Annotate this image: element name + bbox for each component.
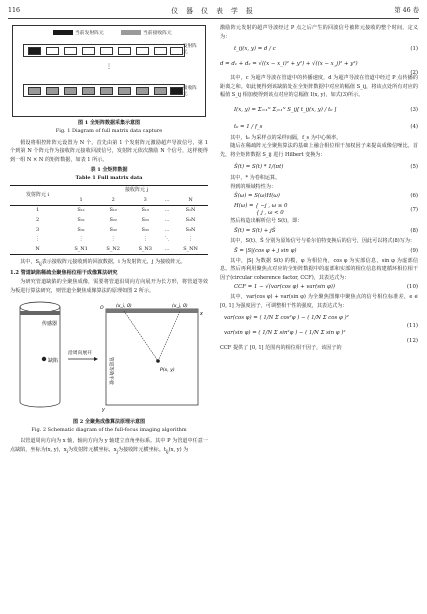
- legend-receive-label: 当前接收阵元: [143, 31, 172, 36]
- plate-label: 管道等效平板: [108, 357, 113, 386]
- table-cell: S₂N: [185, 216, 196, 223]
- equation-body: var(cos φ) = ( 1/N Σ cos²φ ) − ( 1/N Σ cos φ )²: [224, 315, 349, 322]
- defect-marker: [42, 357, 46, 361]
- paragraph: 假设将相控阵阵元设置为 N 个，首先由第 1 个发射阵元激励超声导波信号，第 1 个到第 N 个阵元作为接收阵元接收回波信号，发射阵元依次激励 N 个信号，这样便得到一组 N × N 的矩阵数据，如表 1 所示。: [10, 139, 208, 163]
- equation-number: (6): [410, 193, 418, 200]
- array-element: [82, 87, 95, 95]
- table-cell: ⋮: [110, 236, 116, 243]
- equation-10: [220, 282, 418, 293]
- table-cell: 3: [35, 226, 40, 233]
- table-cell: …: [164, 216, 170, 223]
- equation-number: (5): [410, 164, 418, 171]
- equation-number: (12): [406, 338, 418, 345]
- equation-body: d = d₁ + d₂ = √((x − x_i)² + y²) + √((x − x_j)² + y²): [220, 61, 358, 68]
- table-cell: S_N3: [129, 244, 161, 254]
- text-run: 为接收阵元横坐标。t: [118, 446, 166, 453]
- table-cell: S₁N: [185, 207, 196, 214]
- array-element: [28, 47, 41, 55]
- array-element: [118, 87, 131, 95]
- table-cell: …: [161, 244, 173, 254]
- array-element: [46, 87, 59, 95]
- equation-number: (4): [410, 123, 418, 130]
- equation-body: CCF = 1 − √(var(cos φ) + var(sin φ)): [234, 284, 335, 291]
- equation-number: (2): [410, 70, 418, 77]
- figure-2-caption-cn: 图 2 全聚焦成像算法原理示意图: [73, 419, 145, 426]
- paragraph: 其中，* 为卷积运算。: [230, 175, 281, 182]
- equivalent-plate: [106, 309, 198, 405]
- text-run: 表示接收阵元接收到的回波数据，i 为发射阵元，j 为接收阵元。: [41, 258, 186, 265]
- equation-12: [220, 325, 418, 345]
- defect-label: 缺陷: [48, 358, 59, 365]
- equation-4: [220, 119, 418, 134]
- legend-receive: [121, 30, 172, 38]
- equation-number: (3): [410, 106, 418, 113]
- equation-6: [220, 191, 418, 202]
- subscript: j: [116, 449, 118, 455]
- table-col-label: 1: [65, 195, 97, 205]
- table-col-label: N: [173, 195, 208, 205]
- equation-body: { j , ω < 0: [256, 210, 284, 217]
- table-cell: S₃₁: [77, 226, 85, 233]
- paragraph: 激励阵元发射的超声导波经过 P 点之后产生的回波信号被阵元接收的整个时间，定义为：: [220, 25, 418, 40]
- sensor-label: 传感器: [42, 321, 58, 328]
- figure-2-diagram: [10, 297, 208, 417]
- array-element: [170, 87, 183, 95]
- paragraph: 其中，c 为超声导波在管道中的传播速度，d 为超声导波在管道中经过 P 点传播的距离之和。如此便得到该缺陷处在全矩阵数据中对应的幅值 S_ij，将该点处所有对应的幅值 S_ij 相加便得到该点对应的总幅值 I(x, y)，如式(3)所示。: [220, 75, 418, 99]
- table-row: [10, 225, 208, 235]
- equation-9: [220, 246, 418, 257]
- arrow-head-icon: [94, 357, 98, 361]
- figure-2-caption-en: Fig. 2 Schematic diagram of the full-focus imaging algorithm: [31, 427, 187, 434]
- table-cell: N: [10, 244, 65, 254]
- figure-2-svg: [10, 297, 208, 417]
- array-row-receive: [23, 84, 185, 97]
- table-cell: S₁₁: [77, 207, 85, 214]
- table-row: [10, 244, 208, 254]
- table-cell: 2: [35, 216, 40, 223]
- volume-label: 第 46 卷: [394, 7, 419, 14]
- equation-number: (1): [410, 46, 418, 53]
- table-1-title-en: Table 1 Full matrix data: [75, 174, 143, 181]
- text-run: (x, y) 为: [168, 446, 189, 453]
- array-element: [100, 47, 113, 55]
- table-col-label: …: [161, 195, 173, 205]
- running-header: [8, 4, 419, 19]
- subscript: ij: [165, 449, 169, 455]
- equation-body: S̄(t) = S(t) + jŜ: [234, 228, 276, 235]
- table-cell: S₃₂: [109, 226, 117, 233]
- ellipsis-vertical: ⋮: [106, 63, 112, 70]
- table-cell: ⋱: [164, 236, 170, 243]
- equation-3: [220, 100, 418, 119]
- right-column: [220, 24, 418, 353]
- equation-8: [220, 226, 418, 237]
- equation-number: (9): [410, 247, 418, 254]
- table-cell: S₂₁: [77, 216, 85, 223]
- table-cell: ⋮: [188, 236, 194, 243]
- left-column: [10, 24, 208, 456]
- figure-1-caption-en: Fig. 1 Diagram of full matrix data capture: [55, 127, 163, 134]
- array-element: [136, 87, 149, 95]
- paragraph: [10, 437, 208, 456]
- paragraph: 随后在稀疏阵元全聚焦算法的基础上融合相位相干加权因子来提高成像信噪比。首先，将全矩阵数据 S_ij 进行 Hilbert 变换为：: [220, 143, 418, 158]
- subscript: i: [66, 449, 68, 455]
- equation-5: [220, 159, 418, 174]
- table-1-title-cn: 表 1 全矩阵数据: [90, 167, 128, 174]
- equation-number: (10): [406, 284, 418, 291]
- sensor-ring: [20, 311, 60, 315]
- array-element: [170, 47, 183, 55]
- equation-body: t₀ = 1 / f_s: [234, 123, 263, 130]
- equation-number: (7): [410, 207, 418, 214]
- table-row-head: 发射阵元 i: [10, 185, 65, 205]
- figure-1-caption-cn: 图 1 全矩阵数据采集示意图: [78, 120, 140, 126]
- equation-number: (11): [406, 323, 418, 330]
- table-cell: S_NN: [173, 244, 208, 254]
- equation-body: t_ij(x, y) = d / c: [234, 46, 276, 53]
- table-cell: 1: [35, 207, 40, 214]
- legend-transmit: [53, 30, 104, 38]
- path-d2: [158, 311, 180, 361]
- equation-body: Ŝ(t) = S(t) * 1/(πt): [234, 164, 284, 171]
- paragraph: 为研究管道缺陷的全聚焦成像，需要将管道沿周向方向展开为长方形，将管道等效为板进行算法研究，则管道全聚焦成像算法的原理如图 2 所示。: [10, 279, 208, 294]
- table-col-label: 3: [129, 195, 161, 205]
- figure-1-diagram: [12, 25, 206, 117]
- pipe-bottom: [20, 402, 60, 407]
- table-row: [10, 205, 208, 215]
- point-p-label: P(x, y): [160, 368, 175, 374]
- paragraph: [10, 258, 208, 268]
- paragraph: 其中，|S| 为数据 S(t) 的模，φ 为相位角，cos φ 为实部信息，sin φ 为虚部信息。然后再利用聚焦点对应的全矩阵数据中的虚部和实部的相位信息构建循环相位相干因子(circular coherence factor, CCF)，其表达式为：: [220, 257, 418, 281]
- paragraph: CCF 提供了 [0, 1] 范围内的相位相干因子，该因子的: [220, 345, 342, 352]
- table-cell: ⋮: [35, 236, 41, 243]
- paragraph: 得到的频域特性为：: [230, 183, 277, 190]
- array-element: [136, 47, 149, 55]
- unroll-label: 沿周向展开: [68, 351, 92, 357]
- equation-body: var(sin φ) = ( 1/N Σ sin²φ ) − ( 1/N Σ sin φ )²: [224, 330, 346, 337]
- origin-label: O: [100, 306, 104, 312]
- table-cell: S₃N: [185, 226, 196, 233]
- array-element: [28, 87, 41, 95]
- x-axis-label: x: [200, 312, 203, 318]
- paragraph: 其中，var(cos φ) + var(sin φ) 为全聚焦图像中聚焦点的信号相位标准差，e ∈ [0, 1] 为强度因子，可调整相干性的强度，其表达式为：: [220, 294, 418, 309]
- pipe-top: [20, 302, 60, 312]
- table-cell: S_N2: [97, 244, 129, 254]
- equation-7: [220, 202, 418, 217]
- transmit-element-label: 发射阵元: [183, 44, 197, 55]
- plate-sensor-bar: [106, 309, 198, 313]
- array-element: [154, 87, 167, 95]
- table-cell: S₁₂: [109, 207, 117, 214]
- point-p-marker: [156, 360, 160, 364]
- array-element: [64, 47, 77, 55]
- array-row-transmit: [23, 44, 185, 57]
- legend-transmit-label: 当前发射阵元: [75, 31, 104, 36]
- legend-swatch-transmit: [53, 30, 73, 35]
- array-element: [118, 47, 131, 55]
- array-element: [64, 87, 77, 95]
- equation-body: S̄ = |S|(cos φ + j sin φ): [234, 247, 297, 254]
- text-run: 为发射阵元横坐标，x: [67, 446, 117, 453]
- equation-11: [220, 310, 418, 330]
- xj-label: (x_j, 0): [172, 304, 188, 310]
- page-number: 116: [8, 7, 21, 14]
- table-cell: …: [164, 207, 170, 214]
- array-element: [100, 87, 113, 95]
- table-cell: S_N1: [65, 244, 97, 254]
- equation-number: (8): [410, 228, 418, 235]
- array-element: [154, 47, 167, 55]
- array-element: [46, 47, 59, 55]
- journal-title: 仪 器 仪 表 学 报: [171, 7, 256, 15]
- equation-body: Ŝ(ω) = S(ω)H(ω): [234, 193, 280, 200]
- equation-2: [220, 56, 418, 77]
- paragraph: 其中，S(t)、Ŝ 分别为原始信号与希尔伯特变换后的信号，因此可以将式(8)写为：: [230, 238, 416, 245]
- table-1: [10, 185, 208, 255]
- array-element: [82, 47, 95, 55]
- y-axis-label: y: [102, 408, 105, 414]
- table-col-label: 2: [97, 195, 129, 205]
- table-cell: …: [164, 226, 170, 233]
- table-cell: S₂₂: [109, 216, 117, 223]
- section-heading: 1.2 管道缺陷稀疏全聚焦相位相干成像算法研究: [10, 269, 118, 276]
- table-cell: ⋮: [78, 236, 84, 243]
- table-cell: S₂₃: [141, 216, 149, 223]
- equation-body: H(ω) = { −j , ω ≥ 0: [234, 203, 288, 210]
- table-cell: ⋮: [142, 236, 148, 243]
- table-cell: S₃₃: [141, 226, 149, 233]
- table-col-head: 接收阵元 j: [65, 185, 208, 195]
- paragraph: 其中，t₀ 为采样点的采样间隔，f_s 为中心频率。: [230, 134, 342, 141]
- text-run: 其中，S: [20, 258, 39, 265]
- paragraph: 然后构造出解析信号 S(t)，即：: [230, 218, 303, 225]
- legend-swatch-receive: [121, 30, 141, 35]
- table-row: [10, 235, 208, 245]
- equation-1: [220, 41, 418, 56]
- path-d1: [124, 311, 158, 361]
- subscript: ij: [38, 261, 42, 267]
- text-run: 以管道周向方向为 x 轴，轴向方向为 y 轴建立直角坐标系。其中 P 为管道中任意一点缺陷，坐标为(x, y)，x: [10, 437, 208, 453]
- receive-element-label: 接收阵元: [183, 86, 197, 97]
- equation-body: I(x, y) = Σᵢ₌₁ᴺ Σⱼ₌₁ᴺ S_ij[ t_ij(x, y) / t₀ ]: [234, 106, 337, 113]
- table-row: [10, 215, 208, 225]
- xi-label: (x_i, 0): [116, 304, 132, 310]
- table-cell: S₁₃: [141, 207, 149, 214]
